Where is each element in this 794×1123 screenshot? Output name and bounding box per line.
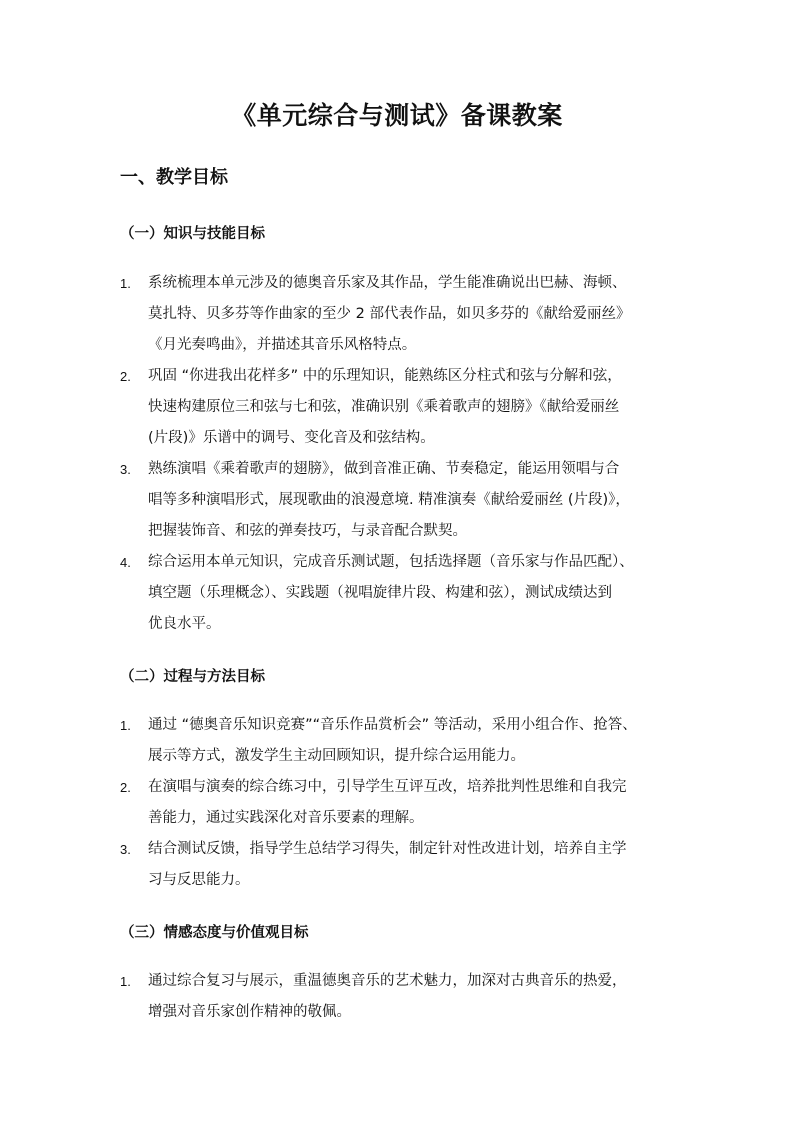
list-item-line: 《月光奏鸣曲》，并描述其音乐风格特点。: [148, 337, 417, 353]
list-item-line: 唱等多种演唱形式，展现歌曲的浪漫意境. 精准演奏《献给爱丽丝 (片段)》，: [148, 492, 630, 508]
list-item: [120, 966, 720, 1028]
list-item-line: 结合测试反馈，指导学生总结学习得失，制定针对性改进计划，培养自主学: [148, 841, 627, 857]
subsection-heading-knowledge-skills: （一）知识与技能目标: [120, 226, 265, 242]
list-item: [120, 834, 720, 896]
list-item-line: 在演唱与演奏的综合练习中，引导学生互评互改，培养批判性思维和自我完: [148, 779, 627, 795]
document-title: 《单元综合与测试》备课教案: [231, 101, 563, 130]
list-item-number: 1.: [120, 974, 131, 989]
list-item-number: 2.: [120, 780, 131, 795]
list-item: [120, 268, 720, 361]
list-item-line: 系统梳理本单元涉及的德奥音乐家及其作品，学生能准确说出巴赫、海顿、: [148, 275, 627, 291]
list-item-line: 把握装饰音、和弦的弹奏技巧，与录音配合默契。: [148, 523, 467, 539]
list-item: [120, 454, 720, 547]
list-item-line: 快速构建原位三和弦与七和弦，准确识别《乘着歌声的翅膀》《献给爱丽丝: [148, 399, 620, 415]
subsection-heading-process-methods: （二）过程与方法目标: [120, 669, 265, 685]
list-item-number: 3.: [120, 462, 131, 477]
list-item: [120, 710, 720, 772]
list-item-line: 通过综合复习与展示，重温德奥音乐的艺术魅力，加深对古典音乐的热爱，: [148, 973, 627, 989]
list-item-line: 习与反思能力。: [148, 872, 250, 888]
list-item: [120, 547, 720, 640]
list-item-line: 展示等方式，激发学生主动回顾知识，提升综合运用能力。: [148, 748, 525, 764]
list-item-number: 2.: [120, 369, 131, 384]
list-item-number: 1.: [120, 276, 131, 291]
attitudes-values-list: [120, 966, 720, 1028]
list-item-line: 综合运用本单元知识，完成音乐测试题，包括选择题（音乐家与作品匹配）、: [148, 554, 634, 570]
list-item-line: 熟练演唱《乘着歌声的翅膀》，做到音准正确、节奏稳定，能运用领唱与合: [148, 461, 620, 477]
list-item-line: (片段)》乐谱中的调号、变化音及和弦结构。: [148, 430, 435, 446]
knowledge-skills-list: [120, 268, 720, 640]
list-item-line: 善能力，通过实践深化对音乐要素的理解。: [148, 810, 424, 826]
list-item-line: 增强对音乐家创作精神的敬佩。: [148, 1004, 351, 1020]
list-item-number: 4.: [120, 555, 131, 570]
list-item-line: 莫扎特、贝多芬等作曲家的至少 2 部代表作品，如贝多芬的《献给爱丽丝》: [148, 306, 631, 322]
list-item-number: 3.: [120, 842, 131, 857]
list-item-line: 巩固 “你进我出花样多” 中的乐理知识，能熟练区分柱式和弦与分解和弦，: [148, 368, 622, 384]
section-heading-teaching-objectives: 一、教学目标: [120, 167, 228, 188]
list-item-line: 通过 “德奥音乐知识竞赛”“音乐作品赏析会” 等活动，采用小组合作、抢答、: [148, 717, 637, 733]
list-item: [120, 361, 720, 454]
list-item-line: 填空题（乐理概念）、实践题（视唱旋律片段、构建和弦），测试成绩达到: [148, 585, 612, 601]
list-item: [120, 772, 720, 834]
list-item-line: 优良水平。: [148, 616, 221, 632]
subsection-heading-attitudes-values: （三）情感态度与价值观目标: [120, 925, 309, 941]
process-methods-list: [120, 710, 720, 896]
list-item-number: 1.: [120, 718, 131, 733]
